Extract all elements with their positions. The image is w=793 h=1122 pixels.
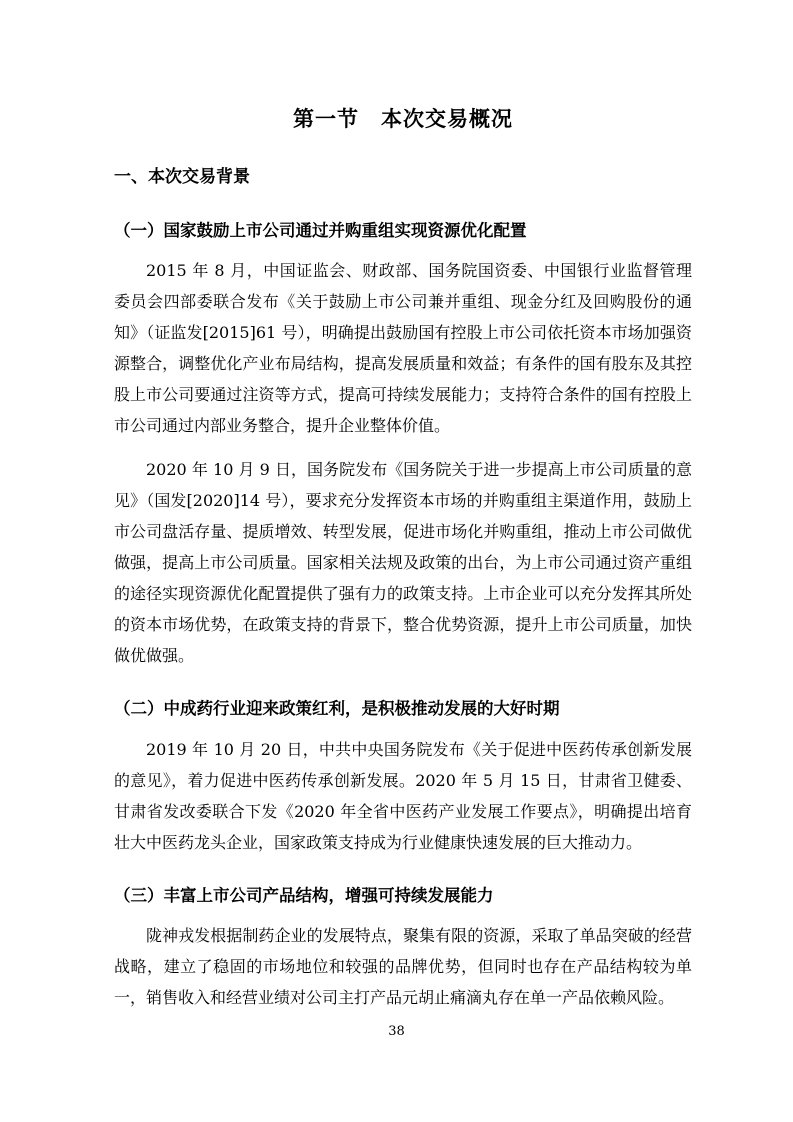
paragraph-tcm-policy: 2019 年 10 月 20 日，中共中央国务院发布《关于促进中医药传承创新发展的意见》，着力促进中医药传承创新发展。2020 年 5 月 15 日，甘肃省卫健委、甘肃省发改委联合下发《2020 年全省中医药产业发展工作要点》，明确提出培育壮大中医药龙头企业，国家政策支持成为行业健康快速发展的巨大推动力。 <box>114 740 692 852</box>
subsection-heading-3: （三）丰富上市公司产品结构，增强可持续发展能力 <box>114 886 494 905</box>
page-title: 第一节 本次交易概况 <box>293 107 513 131</box>
paragraph-policy-2020: 2020 年 10 月 9 日，国务院发布《国务院关于进一步提高上市公司质量的意见》（国发[2020]14 号），要求充分发挥资本市场的并购重组主渠道作用，鼓励上市公司盘活存量、提质增效、转型发展，促进市场化并购重组，推动上市公司做优做强，提高上市公司质量。国家相关法规及政策的出台，为上市公司通过资产重组的途径实现资源优化配置提供了强有力的政策支持。上市企业可以充分发挥其所处的资本市场优势，在政策支持的背景下，整合优势资源，提升上市公司质量，加快做优做强。 <box>114 460 692 665</box>
subsection-heading-2: （二）中成药行业迎来政策红利，是积极推动发展的大好时期 <box>114 699 560 718</box>
subsection-heading-1: （一）国家鼓励上市公司通过并购重组实现资源优化配置 <box>114 221 527 240</box>
paragraph-product-structure: 陇神戎发根据制药企业的发展特点，聚集有限的资源，采取了单品突破的经营战略，建立了稳固的市场地位和较强的品牌优势，但同时也存在产品结构较为单一，销售收入和经营业绩对公司主打产品元胡止痛滴丸存在单一产品依赖风险。 <box>114 926 692 1007</box>
section-heading-background: 一、本次交易背景 <box>114 167 250 187</box>
page-number: 38 <box>388 1024 405 1039</box>
paragraph-policy-2015: 2015 年 8 月，中国证监会、财政部、国务院国资委、中国银行业监督管理委员会四部委联合发布《关于鼓励上市公司兼并重组、现金分红及回购股份的通知》（证监发[2015]61 号），明确提出鼓励国有控股上市公司依托资本市场加强资源整合，调整优化产业布局结构，提高发展质量和效益；有条件的国有股东及其控股上市公司要通过注资等方式，提高可持续发展能力；支持符合条件的国有控股上市公司通过内部业务整合，提升企业整体价值。 <box>114 261 692 435</box>
